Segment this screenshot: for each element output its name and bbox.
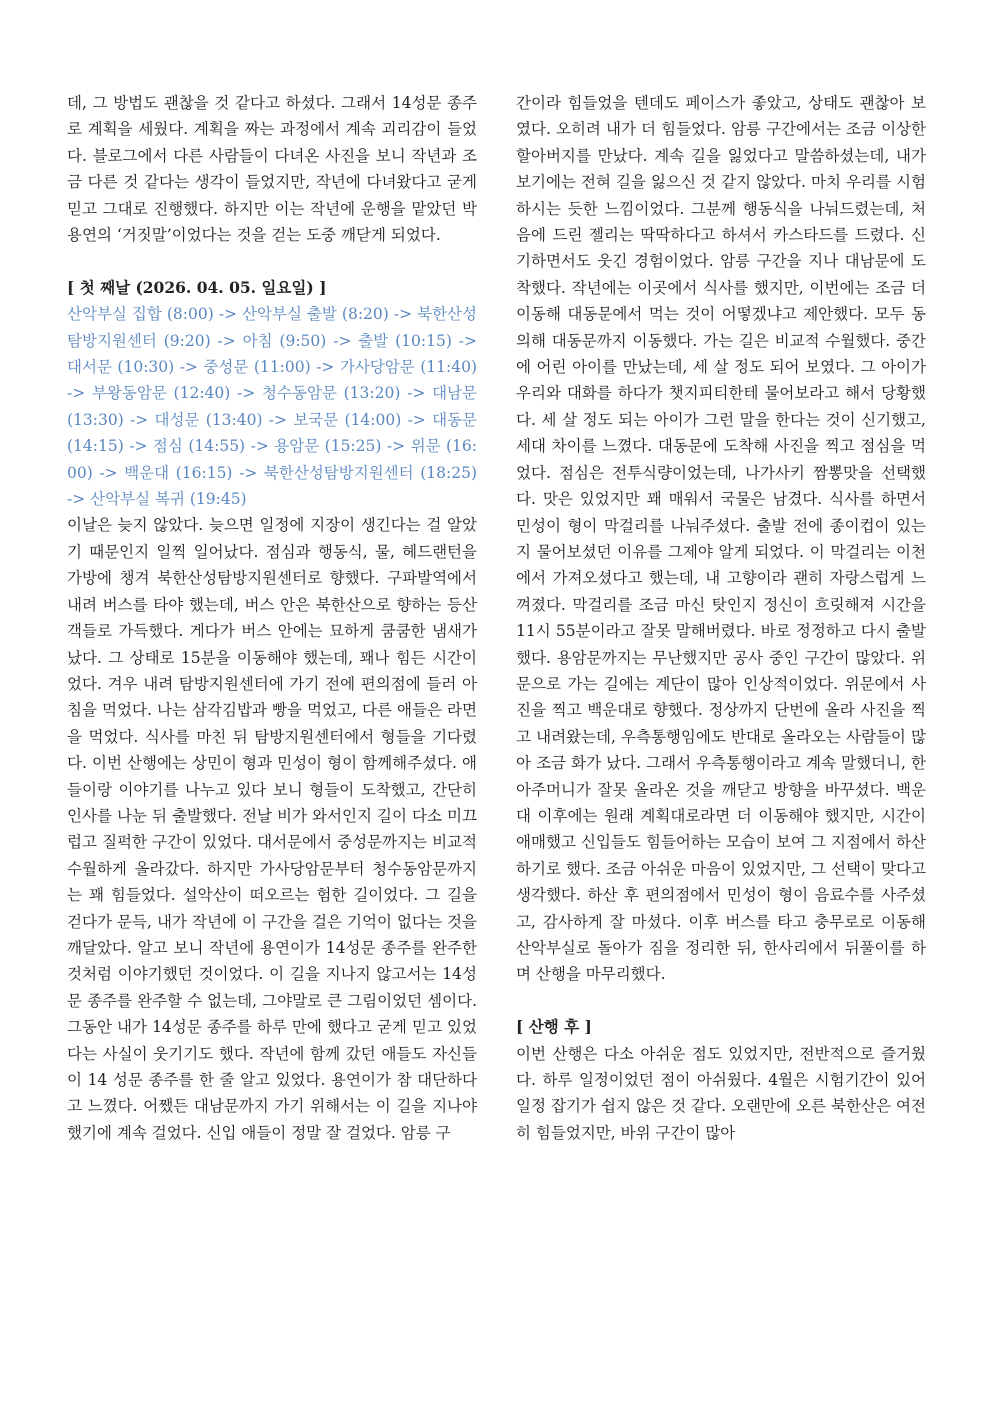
day1-body-paragraph: 이날은 늦지 않았다. 늦으면 일정에 지장이 생긴다는 걸 알았기 때문인지 일찍 일어났다. 점심과 행동식, 물, 헤드랜턴을 가방에 챙겨 북한산성탐방지원센터로 향했다. 구파발역에서 내려 버스를 타야 했는데, 버스 안은 북한산으로 향하는 등산객들로 가득했다. 게다가 버스 안에는 묘하게 쿰쿰한 냄새가 났다. 그 상태로 15분을 이동해야 했는데, 꽤나 힘든 시간이었다. 겨우 내려 탐방지원센터에 가기 전에 편의점에 들러 아침을 먹었다. 나는 삼각김밥과 빵을 먹었고, 다른 애들은 라면을 먹었다. 식사를 마친 뒤 탐방지원센터에서 형들을 기다렸다. 이번 산행에는 상민이 형과 민성이 형이 함께해주셨다. 애들이랑 이야기를 나누고 있다 보니 형들이 도착했고, 간단히 인사를 나눈 뒤 출발했다. 전날 비가 와서인지 길이 다소 미끄럽고 질퍽한 구간이 있었다. 대서문에서 중성문까지는 비교적 수월하게 올라갔다. 하지만 가사당암문부터 청수동암문까지는 꽤 힘들었다. 설악산이 떠오르는 험한 길이었다. 그 길을 걷다가 문득, 내가 작년에 이 구간을 걸은 기억이 없다는 것을 깨달았다. 알고 보니 작년에 용연이가 14성문 종주를 완주한 것처럼 이야기했던 것이었다. 이 길을 지나지 않고서는 14성문 종주를 완주할 수 없는데, 그야말로 큰 그림이었던 셈이다. 그동안 내가 14성문 종주를 하루 만에 했다고 굳게 믿고 있었다는 사실이 웃기기도 했다. 작년에 함께 갔던 애들도 자신들이 14 성문 종주를 한 줄 알고 있었다. 용연이가 참 대단하다고 느꼈다. 어쨌든 대남문까지 가기 위해서는 이 길을 지나야 했기에 계속 걸었다. 신입 애들이 정말 잘 걸었다. 암릉 구 (67, 516, 477, 1142)
day1-continued-paragraph: 간이라 힘들었을 텐데도 페이스가 좋았고, 상태도 괜찮아 보였다. 오히려 내가 더 힘들었다. 암릉 구간에서는 조금 이상한 할아버지를 만났다. 계속 길을 잃었다고 말씀하셨는데, 내가 보기에는 전혀 길을 잃으신 것 같지 않았다. 마치 우리를 시험하시는 듯한 느낌이었다. 그분께 행동식을 나눠드렸는데, 처음에 드린 젤리는 딱딱하다고 하셔서 카스타드를 드렸다. 신기하면서도 웃긴 경험이었다. 암릉 구간을 지나 대남문에 도착했다. 작년에는 이곳에서 식사를 했지만, 이번에는 조금 더 이동해 대동문에서 먹는 것이 어떻겠냐고 제안했다. 모두 동의해 대동문까지 이동했다. 가는 길은 비교적 수월했다. 중간에 어린 아이를 만났는데, 세 살 정도 되어 보였다. 그 아이가 우리와 대화를 하다가 챗지피티한테 물어보라고 해서 당황했다. 세 살 정도 되는 아이가 그런 말을 한다는 것이 신기했고, 세대 차이를 느꼈다. 대동문에 도착해 사진을 찍고 점심을 먹었다. 점심은 전투식량이었는데, 나가사키 짬뽕맛을 선택했다. 맛은 있었지만 꽤 매워서 국물은 남겼다. 식사를 하면서 민성이 형이 막걸리를 나눠주셨다. 출발 전에 종이컵이 있는지 물어보셨던 이유를 그제야 알게 되었다. 이 막걸리는 이천에서 가져오셨다고 했는데, 내 고향이라 괜히 자랑스럽게 느껴졌다. 막걸리를 조금 마신 탓인지 정신이 흐릿해져 시간을 11시 55분이라고 잘못 말해버렸다. 바로 정정하고 다시 출발했다. 용암문까지는 무난했지만 공사 중인 구간이 많았다. 위문으로 가는 길에는 계단이 많아 인상적이었다. 위문에서 사진을 찍고 백운대로 향했다. 정상까지 단번에 올라 사진을 찍고 내려왔는데, 우측통행임에도 반대로 올라오는 사람들이 많아 조금 화가 났다. 그래서 우측통행이라고 계속 말했더니, 한 아주머니가 잘못 올라온 것을 깨닫고 방향을 바꾸셨다. 백운대 이후에는 원래 계획대로라면 더 이동해야 했지만, 시간이 애매했고 신입들도 힘들어하는 모습이 보여 그 지점에서 하산하기로 했다. 조금 아쉬운 마음이 있었지만, 그 선택이 맞다고 생각했다. 하산 후 편의점에서 민성이 형이 음료수를 사주셨고, 감사하게 잘 마셨다. 이후 버스를 타고 충무로로 이동해 산악부실로 돌아가 짐을 정리한 뒤, 한사리에서 뒤풀이를 하며 산행을 마무리했다. (516, 94, 926, 984)
right-column (516, 90, 926, 1146)
after-hike-heading: [ 산행 후 ] (516, 1017, 592, 1037)
spacer (516, 988, 926, 1014)
after-hike-paragraph: 이번 산행은 다소 아쉬운 점도 있었지만, 전반적으로 즐거웠다. 하루 일정이었던 점이 아쉬웠다. 4월은 시험기간이 있어 일정 잡기가 쉽지 않은 것 같다. 오랜만에 오른 북한산은 여전히 힘들었지만, 바위 구간이 많아 (516, 1044, 926, 1142)
route-timeline: 산악부실 집합 (8:00) -> 산악부실 출발 (8:20) -> 북한산성탐방지원센터 (9:20) -> 아침 (9:50) -> 출발 (10:15) -> 대서문 (10:30) -> 중성문 (11:00) -> 가사당암문 (11:40) -> 부왕동암문 (12:40) -> 청수동암문 (13:20) -> 대남문 (13:30) -> 대성문 (13:40) -> 보국문 (14:00) -> 대동문 (14:15) -> 점심 (14:55) -> 용암문 (15:25) -> 위문 (16:00) -> 백운대 (16:15) -> 북한산성탐방지원센터 (18:25) -> 산악부실 복귀 (19:45) (67, 305, 477, 509)
day1-heading: [ 첫 째날 (2026. 04. 05. 일요일) ] (67, 277, 327, 297)
intro-paragraph: 데, 그 방법도 괜찮을 것 같다고 하셨다. 그래서 14성문 종주로 계획을 세웠다. 계획을 짜는 과정에서 계속 괴리감이 들었다. 블로그에서 다른 사람들이 다녀온 사진을 보니 작년과 조금 다른 것 같다는 생각이 들었지만, 작년에 다녀왔다고 굳게 믿고 그대로 진행했다. 하지만 이는 작년에 운행을 맡았던 박용연의 ‘거짓말’이었다는 것을 걷는 도중 깨닫게 되었다. (67, 94, 477, 245)
left-column (67, 90, 477, 1146)
spacer (67, 248, 477, 274)
